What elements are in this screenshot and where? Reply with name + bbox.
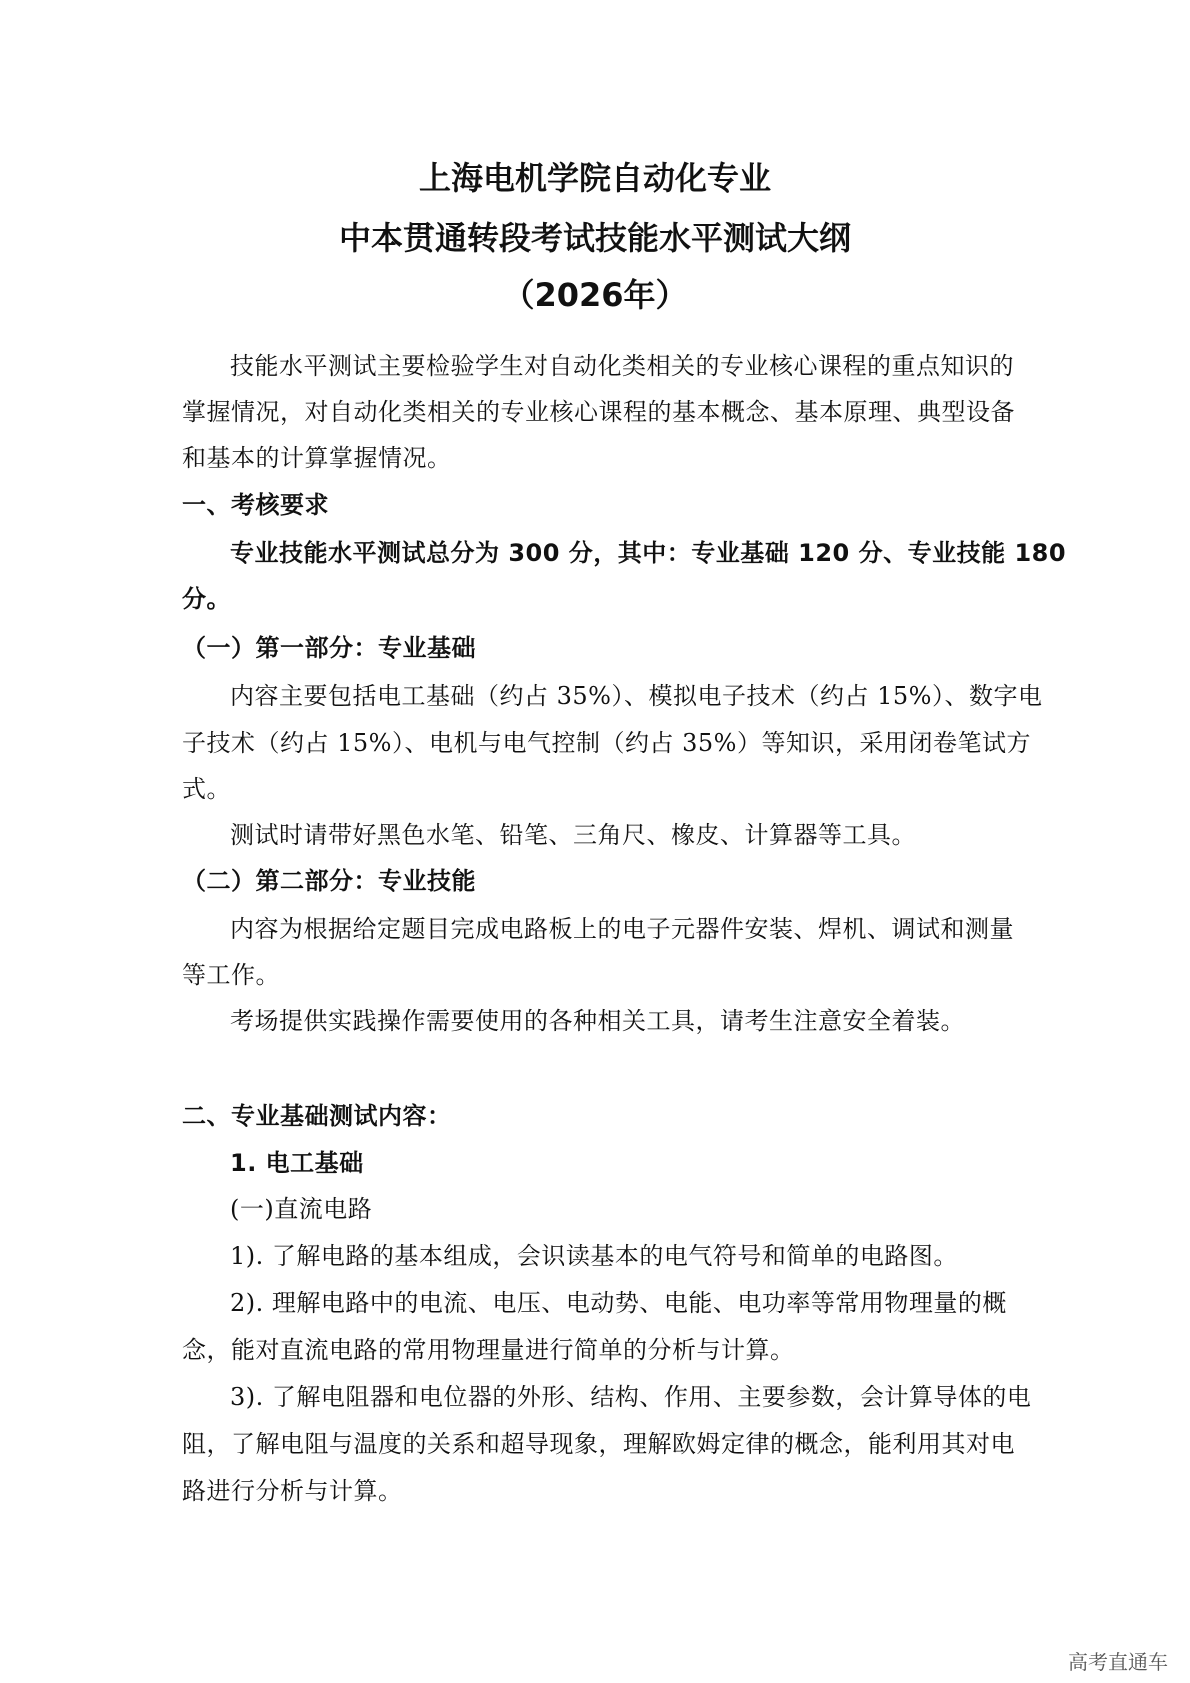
- list-item: 1). 了解电路的基本组成，会识读基本的电气符号和简单的电路图。: [230, 1242, 958, 1270]
- watermark-text: 高考直通车: [1068, 1650, 1168, 1674]
- section1-heading: 一、考核要求: [182, 491, 329, 519]
- score-line: 分。: [182, 585, 231, 613]
- subsection-subheading: (一)直流电路: [230, 1195, 373, 1223]
- subsection-heading: 1. 电工基础: [230, 1149, 364, 1177]
- part1-heading: （一）第一部分：专业基础: [182, 634, 476, 662]
- intro-line: 和基本的计算掌握情况。: [182, 444, 452, 472]
- intro-line: 掌握情况，对自动化类相关的专业核心课程的基本概念、基本原理、典型设备: [182, 398, 1015, 426]
- part1-line: 内容主要包括电工基础（约占 35%）、模拟电子技术（约占 15%）、数字电: [230, 682, 1043, 710]
- part2-line: 等工作。: [182, 961, 280, 989]
- part2-line: 考场提供实践操作需要使用的各种相关工具，请考生注意安全着装。: [230, 1007, 965, 1035]
- list-item-continuation: 阻，了解电阻与温度的关系和超导现象，理解欧姆定律的概念，能利用其对电: [182, 1430, 1015, 1458]
- list-item: 2). 理解电路中的电流、电压、电动势、电能、电功率等常用物理量的概: [230, 1289, 1007, 1317]
- list-item-continuation: 念，能对直流电路的常用物理量进行简单的分析与计算。: [182, 1336, 795, 1364]
- part2-heading: （二）第二部分：专业技能: [182, 867, 476, 895]
- part1-tools-line: 测试时请带好黑色水笔、铅笔、三角尺、橡皮、计算器等工具。: [230, 821, 916, 849]
- list-item: 3). 了解电阻器和电位器的外形、结构、作用、主要参数，会计算导体的电: [230, 1383, 1032, 1411]
- doc-title-line1: 上海电机学院自动化专业: [418, 159, 771, 197]
- part2-line: 内容为根据给定题目完成电路板上的电子元器件安装、焊机、调试和测量: [230, 915, 1014, 943]
- section2-heading: 二、专业基础测试内容：: [182, 1102, 452, 1130]
- doc-title-line2: 中本贯通转段考试技能水平测试大纲: [338, 219, 851, 257]
- part1-line: 子技术（约占 15%）、电机与电气控制（约占 35%）等知识，采用闭卷笔试方: [182, 729, 1031, 757]
- intro-line: 技能水平测试主要检验学生对自动化类相关的专业核心课程的重点知识的: [230, 352, 1014, 380]
- doc-title-year: （2026年）: [502, 276, 688, 314]
- list-item-continuation: 路进行分析与计算。: [182, 1477, 403, 1505]
- score-line: 专业技能水平测试总分为 300 分，其中：专业基础 120 分、专业技能 180: [230, 539, 1067, 567]
- part1-line: 式。: [182, 775, 231, 803]
